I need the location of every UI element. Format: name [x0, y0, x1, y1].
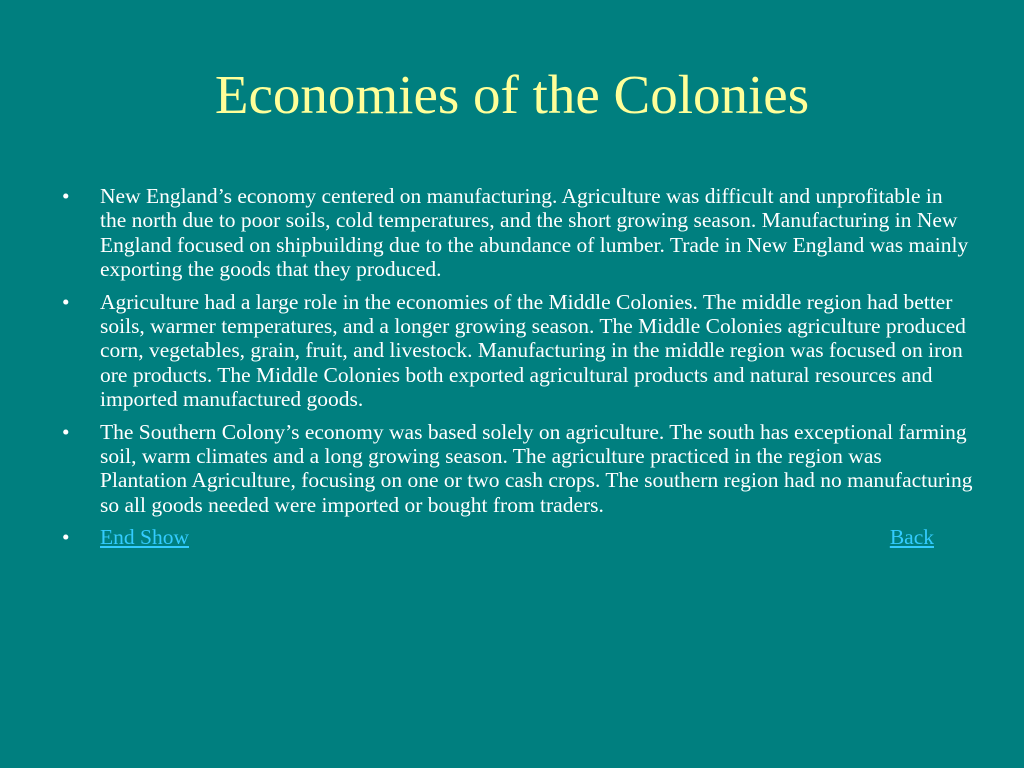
bullet-icon: • [62, 289, 70, 314]
end-show-link[interactable]: End Show [100, 525, 189, 550]
navigation-row [100, 525, 974, 549]
bullet-list [62, 184, 974, 558]
bullet-text: New England’s economy centered on manufacturing. Agriculture was difficult and unprofitable in the north due to poor soils, cold temperatures, and the short growing season. Manufacturing in New England focused on shipbuilding due to the abundance of lumber. Trade in New England was mainly exporting the goods that they produced. [100, 184, 969, 282]
bullet-icon: • [62, 525, 70, 550]
bullet-icon: • [62, 184, 70, 208]
bullet-icon: • [62, 419, 70, 444]
bullet-item-middle-colonies [62, 290, 974, 412]
bullet-item-navigation [62, 525, 974, 549]
bullet-text: The Southern Colony’s economy was based solely on agriculture. The south has exceptional farming soil, warm climates and a long growing season. The agriculture practiced in the region was Plantation Agriculture, focusing on one or two cash crops. The southern region had no manufacturing so all goods needed were imported or bought from traders. [100, 419, 973, 517]
bullet-item-southern-colonies [62, 420, 974, 518]
back-link[interactable]: Back [889, 525, 934, 550]
bullet-text: Agriculture had a large role in the economies of the Middle Colonies. The middle region had better soils, warmer temperatures, and a longer growing season. The Middle Colonies agriculture produced corn, vegetables, grain, fruit, and livestock. Manufacturing in the middle region was focused on iron ore products. The Middle Colonies both exported agricultural products and natural resources and imported manufactured goods. [100, 289, 966, 412]
bullet-item-new-england [62, 184, 974, 282]
slide-title: Economies of the Colonies [214, 64, 810, 125]
